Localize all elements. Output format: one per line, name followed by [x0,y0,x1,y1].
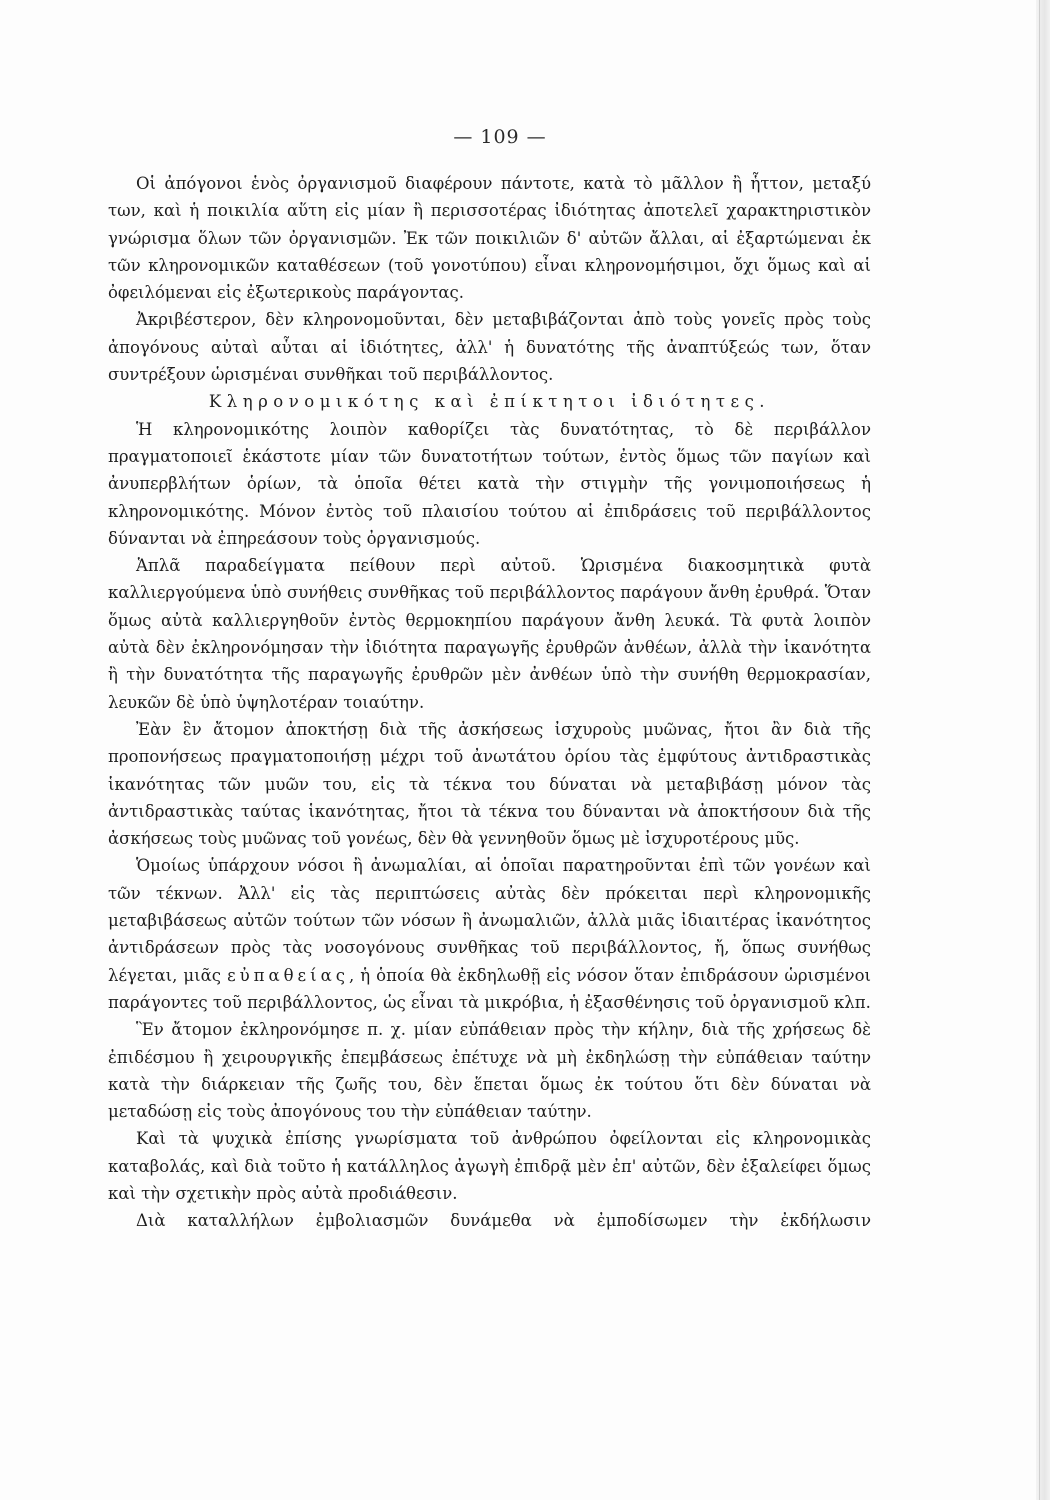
paragraph-6 [108,852,871,1016]
paragraph-7: Ἓν ἄτομον ἐκληρονόμησε π. χ. μίαν εὐπάθειαν πρὸς τὴν κήλην, διὰ τῆς χρήσεως δὲ ἐπιδέσμου ἢ χειρουργικῆς ἐπεμβάσεως ἐπέτυχε νὰ μὴ ἐκδηλώσῃ τὴν εὐπάθειαν ταύτην κατὰ τὴν διάρκειαν τῆς ζωῆς του, δὲν ἕπεται ὅμως ἐκ τούτου ὅτι δὲν δύναται νὰ μεταδώσῃ εἰς τοὺς ἀπογόνους του τὴν εὐπάθειαν ταύτην. [108,1020,871,1122]
paragraph-5: Ἐὰν ἓν ἄτομον ἀποκτήσῃ διὰ τῆς ἀσκήσεως ἰσχυροὺς μυῶνας, ἤτοι ἂν διὰ τῆς προπονήσεως πραγματοποιήσῃ μέχρι τοῦ ἀνωτάτου ὁρίου τὰς ἐμφύτους ἀντιδραστικὰς ἱκανότητας τῶν μυῶν του, εἰς τὰ τέκνα του δύναται νὰ μεταβιβάσῃ μόνον τὰς ἀντιδραστικὰς ταύτας ἱκανότητας, ἤτοι τὰ τέκνα του δύνανται νὰ ἀποκτήσουν διὰ τῆς ἀσκήσεως τοὺς μυῶνας τοῦ γονέως, δὲν θὰ γεννηθοῦν ὅμως μὲ ἰσχυροτέρους μῦς. [108,719,871,849]
body-text [108,170,871,1235]
paragraph-2: Ἀκριβέστερον, δὲν κληρονομοῦνται, δὲν μεταβιβάζονται ἀπὸ τοὺς γονεῖς πρὸς τοὺς ἀπογόνους αὐταὶ αὗται αἱ ἰδιότητες, ἀλλ' ἡ δυνατότης τῆς ἀναπτύξεώς των, ὅταν συντρέξουν ὡρισμέναι συνθῆκαι τοῦ περιβάλλοντος. [108,310,871,385]
spaced-emphasis-word: εὐπαθείας [227,965,349,985]
page-edge-shadow [1036,0,1050,1500]
paragraph-1: Οἱ ἀπόγονοι ἑνὸς ὀργανισμοῦ διαφέρουν πάντοτε, κατὰ τὸ μᾶλλον ἢ ἧττον, μεταξύ των, καὶ ἡ ποικιλία αὕτη εἰς μίαν ἢ περισσοτέρας ἰδιότητας ἀποτελεῖ χαρακτηριστικὸν γνώρισμα ὅλων τῶν ὀργανισμῶν. Ἐκ τῶν ποικιλιῶν δ' αὐτῶν ἄλλαι, αἱ ἐξαρτώμεναι ἐκ τῶν κληρονομικῶν καταθέσεων (τοῦ γονοτύπου) εἶναι κληρονομήσιμοι, ὄχι ὅμως καὶ αἱ ὀφειλόμεναι εἰς ἐξωτερικοὺς παράγοντας. [108,174,871,303]
paragraph-9: Διὰ καταλλήλων ἐμβολιασμῶν δυνάμεθα νὰ ἐμποδίσωμεν τὴν ἐκδήλωσιν [136,1211,871,1231]
paragraph-4: Ἁπλᾶ παραδείγματα πείθουν περὶ αὐτοῦ. Ὡρισμένα διακοσμητικὰ φυτὰ καλλιεργούμενα ὑπὸ συνήθεις συνθῆκας τοῦ περιβάλλοντος παράγουν ἄνθη ἐρυθρά. Ὅταν ὅμως αὐτὰ καλλιεργηθοῦν ἐντὸς θερμοκηπίου παράγουν ἄνθη λευκά. Τὰ φυτὰ λοιπὸν αὐτὰ δὲν ἐκληρονόμησαν τὴν ἰδιότητα παραγωγῆς ἐρυθρῶν ἀνθέων, ἀλλὰ τὴν ἱκανότητα ἢ τὴν δυνατότητα τῆς παραγωγῆς ἐρυθρῶν μὲν ἀνθέων ὑπὸ τὴν συνήθη θερμοκρασίαν, λευκῶν δὲ ὑπὸ ὑψηλοτέραν τοιαύτην. [108,556,871,712]
section-heading: Κληρονομικότης καὶ ἐπίκτητοι ἰδιότητες. [208,392,771,412]
paragraph-6-text-b: , ἡ ὁποία θὰ ἐκδηλωθῇ εἰς νόσον ὅταν ἐπιδράσουν ὡρισμένοι παράγοντες τοῦ περιβάλλοντος, ὡς εἶναι τὰ μικρόβια, ἡ ἐξασθένησις τοῦ ὀργανισμοῦ κλπ. [108,965,871,1012]
paragraph-8: Καὶ τὰ ψυχικὰ ἐπίσης γνωρίσματα τοῦ ἀνθρώπου ὀφείλονται εἰς κληρονομικὰς καταβολάς, καὶ διὰ τοῦτο ἡ κατάλληλος ἀγωγὴ ἐπιδρᾷ μὲν ἐπ' αὐτῶν, δὲν ἐξαλείφει ὅμως καὶ τὴν σχετικὴν πρὸς αὐτὰ προδιάθεσιν. [108,1129,871,1203]
page-number: — 109 — [453,126,547,148]
paragraph-3: Ἡ κληρονομικότης λοιπὸν καθορίζει τὰς δυνατότητας, τὸ δὲ περιβάλλον πραγματοποιεῖ ἑκάστοτε μίαν τῶν δυνατοτήτων τούτων, ἐντὸς ὅμως τῶν παγίων καὶ ἀνυπερβλήτων ὁρίων, τὰ ὁποῖα θέτει κατὰ τὴν στιγμὴν τῆς γονιμοποιήσεως ἡ κληρονομικότης. Μόνον ἐντὸς τοῦ πλαισίου τούτου αἱ ἐπιδράσεις τοῦ περιβάλλοντος δύνανται νὰ ἐπηρεάσουν τοὺς ὀργανισμούς. [108,419,871,548]
paragraph-6-text-a: Ὁμοίως ὑπάρχουν νόσοι ἢ ἀνωμαλίαι, αἱ ὁποῖαι παρατηροῦνται ἐπὶ τῶν γονέων καὶ τῶν τέκνων. Ἀλλ' εἰς τὰς περιπτώσεις αὐτὰς δὲν πρόκειται περὶ κληρονομικῆς μεταβιβάσεως αὐτῶν τούτων τῶν νόσων ἢ ἀνωμαλιῶν, ἀλλὰ μιᾶς ἰδιαιτέρας ἱκανότητος ἀντιδράσεων πρὸς τὰς νοσογόνους συνθῆκας τοῦ περιβάλλοντος, ἤ, ὅπως συνήθως λέγεται, μιᾶς [108,856,871,985]
